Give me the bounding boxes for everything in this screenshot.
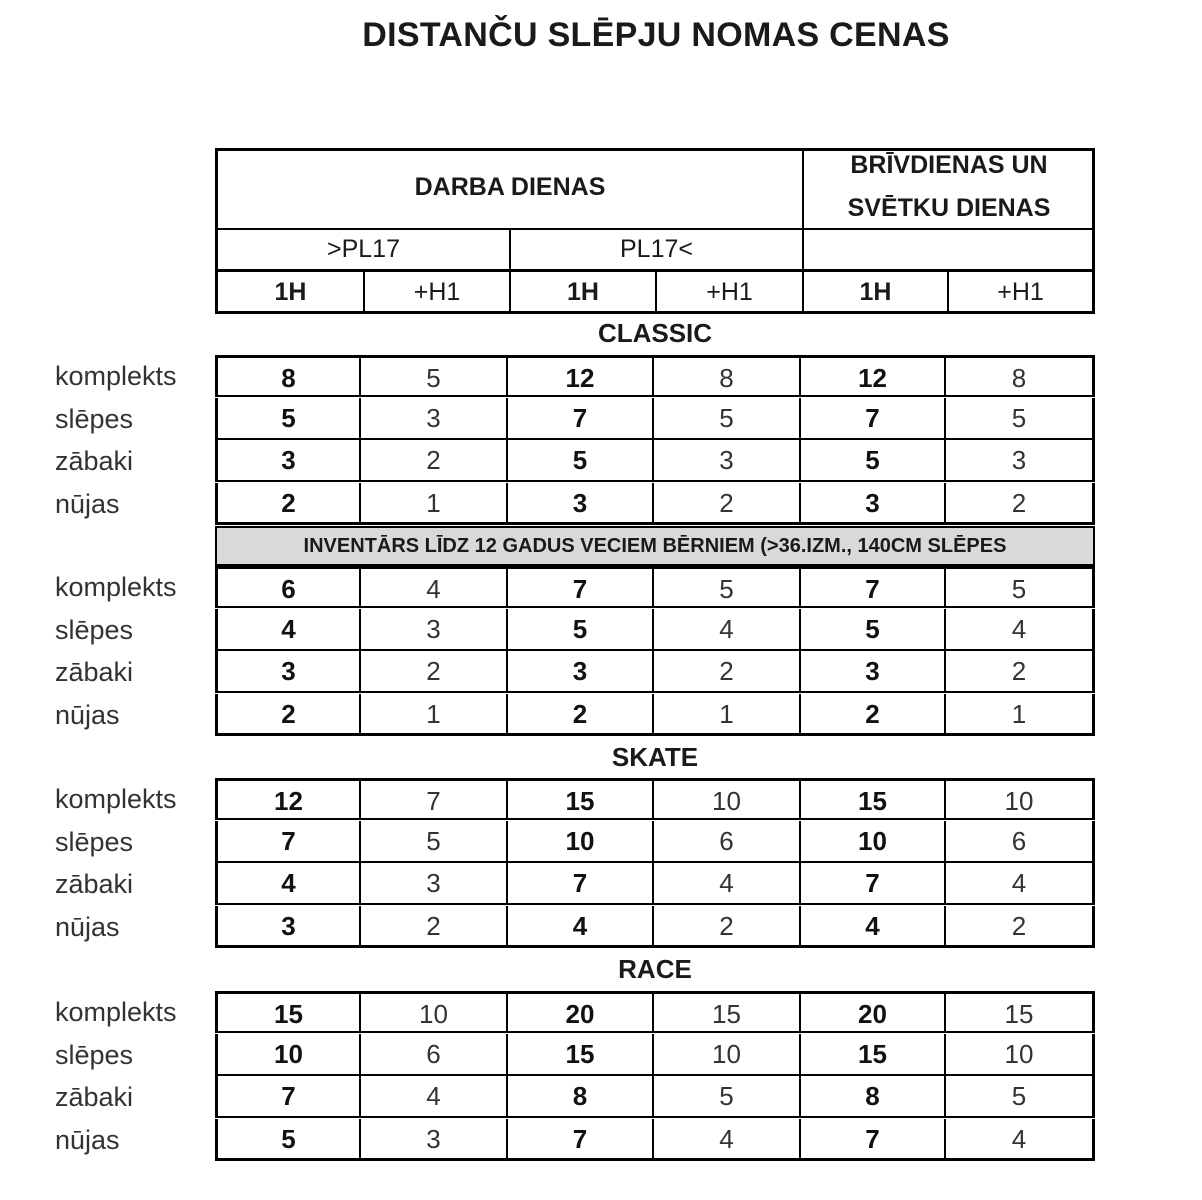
row-label: zābaki [55,869,134,899]
price-cell: 3 [361,863,508,905]
price-cell: 3 [215,440,361,482]
price-cell: 20 [508,991,654,1033]
price-cell: 5 [946,398,1095,440]
table-row [215,1119,1095,1161]
price-cell: 4 [654,609,801,651]
price-cell: 10 [654,1034,801,1076]
price-cell: 4 [215,609,361,651]
price-cell: 5 [508,609,654,651]
price-cell: 6 [946,821,1095,863]
price-cell: 4 [654,1119,801,1161]
section-label: CLASSIC [597,318,713,348]
table-row [215,609,1095,651]
row-label: slēpes [55,615,134,645]
price-cell: 7 [801,566,946,608]
price-cell: 2 [801,694,946,736]
table-row [215,440,1095,482]
price-cell: 7 [508,1119,654,1161]
price-cell: 3 [215,906,361,948]
price-cell: 3 [654,440,801,482]
price-cell: 7 [508,566,654,608]
price-cell: 5 [215,1119,361,1161]
price-cell: 10 [801,821,946,863]
price-cell: 15 [801,778,946,820]
price-cell: 1 [361,694,508,736]
price-cell: 5 [654,566,801,608]
price-cell: 2 [946,483,1095,525]
row-label: komplekts [55,784,177,814]
price-cell: 7 [801,863,946,905]
table-row [215,651,1095,693]
price-cell: 2 [946,651,1095,693]
price-cell: 2 [946,906,1095,948]
price-cell: 7 [215,1076,361,1118]
row-label: zābaki [55,1082,134,1112]
col-h1-header: +H1 [413,278,461,306]
col-h1-header: +H1 [997,278,1044,306]
section-label: SKATE [611,742,699,772]
table-row [215,863,1095,905]
price-cell: 15 [508,778,654,820]
section-label: RACE [618,954,692,984]
price-cell: 2 [508,694,654,736]
price-cell: 4 [361,566,508,608]
price-cell: 2 [654,651,801,693]
price-cell: 3 [801,651,946,693]
price-cell: 5 [215,398,361,440]
price-table-header [215,148,1095,314]
price-cell: 12 [801,355,946,397]
price-cell: 5 [361,821,508,863]
table-row [215,694,1095,736]
price-cell: 6 [361,1034,508,1076]
price-cell: 3 [508,651,654,693]
price-cell: 10 [508,821,654,863]
price-cell: 12 [508,355,654,397]
price-cell: 2 [361,651,508,693]
price-cell: 15 [946,991,1095,1033]
price-cell: 8 [654,355,801,397]
price-cell: 5 [654,1076,801,1118]
weekend-header-line1: BRĪVDIENAS UN [850,151,1048,179]
price-cell: 1 [361,483,508,525]
row-label: zābaki [55,657,134,687]
price-cell: 2 [654,483,801,525]
price-cell: 2 [215,694,361,736]
table-row [215,991,1095,1033]
price-cell: 7 [801,1119,946,1161]
price-cell: 7 [801,398,946,440]
price-cell: 15 [654,991,801,1033]
row-label: slēpes [55,404,134,434]
price-cell: 3 [361,398,508,440]
weekend-header-line2: SVĒTKU DIENAS [847,194,1051,222]
price-cell: 5 [508,440,654,482]
price-cell: 8 [946,355,1095,397]
price-cell: 5 [361,355,508,397]
price-cell: 20 [801,991,946,1033]
table-row [215,906,1095,948]
row-label: komplekts [55,997,177,1027]
table-row [215,483,1095,525]
table-row [215,1076,1095,1118]
price-cell: 6 [654,821,801,863]
price-cell: 5 [801,440,946,482]
price-cell: 5 [801,609,946,651]
price-cell: 12 [215,778,361,820]
price-cell: 10 [654,778,801,820]
price-cell: 4 [508,906,654,948]
price-cell: 2 [215,483,361,525]
price-cell: 5 [946,1076,1095,1118]
price-cell: 7 [508,398,654,440]
price-cell: 2 [361,906,508,948]
col-h1-header: +H1 [706,278,753,306]
table-row [215,1034,1095,1076]
price-cell: 10 [946,778,1095,820]
children-inventory-banner: INVENTĀRS LĪDZ 12 GADUS VECIEM BĒRNIEM (>36.IZM., 140CM SLĒPES [215,526,1095,566]
page-title: DISTANČU SLĒPJU NOMAS CENAS [362,16,950,54]
row-label: komplekts [55,572,177,602]
price-cell: 15 [801,1034,946,1076]
table-row [215,821,1095,863]
row-label: slēpes [55,1040,134,1070]
price-cell: 5 [654,398,801,440]
price-cell: 15 [215,991,361,1033]
price-cell: 8 [801,1076,946,1118]
row-label: nūjas [55,489,120,519]
col-1h-header: 1H [859,278,892,306]
price-cell: 1 [654,694,801,736]
price-cell: 3 [361,1119,508,1161]
price-cell: 7 [508,863,654,905]
after-pl17-header: PL17< [620,235,693,263]
price-cell: 7 [215,821,361,863]
price-cell: 4 [801,906,946,948]
row-label: nūjas [55,700,120,730]
price-cell: 3 [361,609,508,651]
price-cell: 4 [946,863,1095,905]
price-cell: 6 [215,566,361,608]
price-cell: 3 [215,651,361,693]
row-label: zābaki [55,446,134,476]
table-row [215,566,1095,608]
price-cell: 4 [361,1076,508,1118]
price-cell: 8 [508,1076,654,1118]
col-1h-header: 1H [567,278,599,306]
row-label: komplekts [55,361,177,391]
row-label: nūjas [55,912,120,942]
price-cell: 1 [946,694,1095,736]
table-row [215,398,1095,440]
price-cell: 15 [508,1034,654,1076]
table-row [215,778,1095,820]
price-cell: 3 [508,483,654,525]
price-cell: 3 [946,440,1095,482]
table-row [215,355,1095,397]
price-cell: 7 [361,778,508,820]
price-cell: 5 [946,566,1095,608]
before-pl17-header: >PL17 [327,235,400,263]
price-cell: 10 [215,1034,361,1076]
price-cell: 8 [215,355,361,397]
price-cell: 4 [215,863,361,905]
price-cell: 10 [946,1034,1095,1076]
price-cell: 2 [654,906,801,948]
price-cell: 4 [946,609,1095,651]
price-cell: 2 [361,440,508,482]
row-label: nūjas [55,1125,120,1155]
price-cell: 4 [654,863,801,905]
row-label: slēpes [55,827,134,857]
price-cell: 3 [801,483,946,525]
col-1h-header: 1H [274,278,307,306]
price-cell: 4 [946,1119,1095,1161]
price-cell: 10 [361,991,508,1033]
weekdays-header: DARBA DIENAS [414,173,606,201]
